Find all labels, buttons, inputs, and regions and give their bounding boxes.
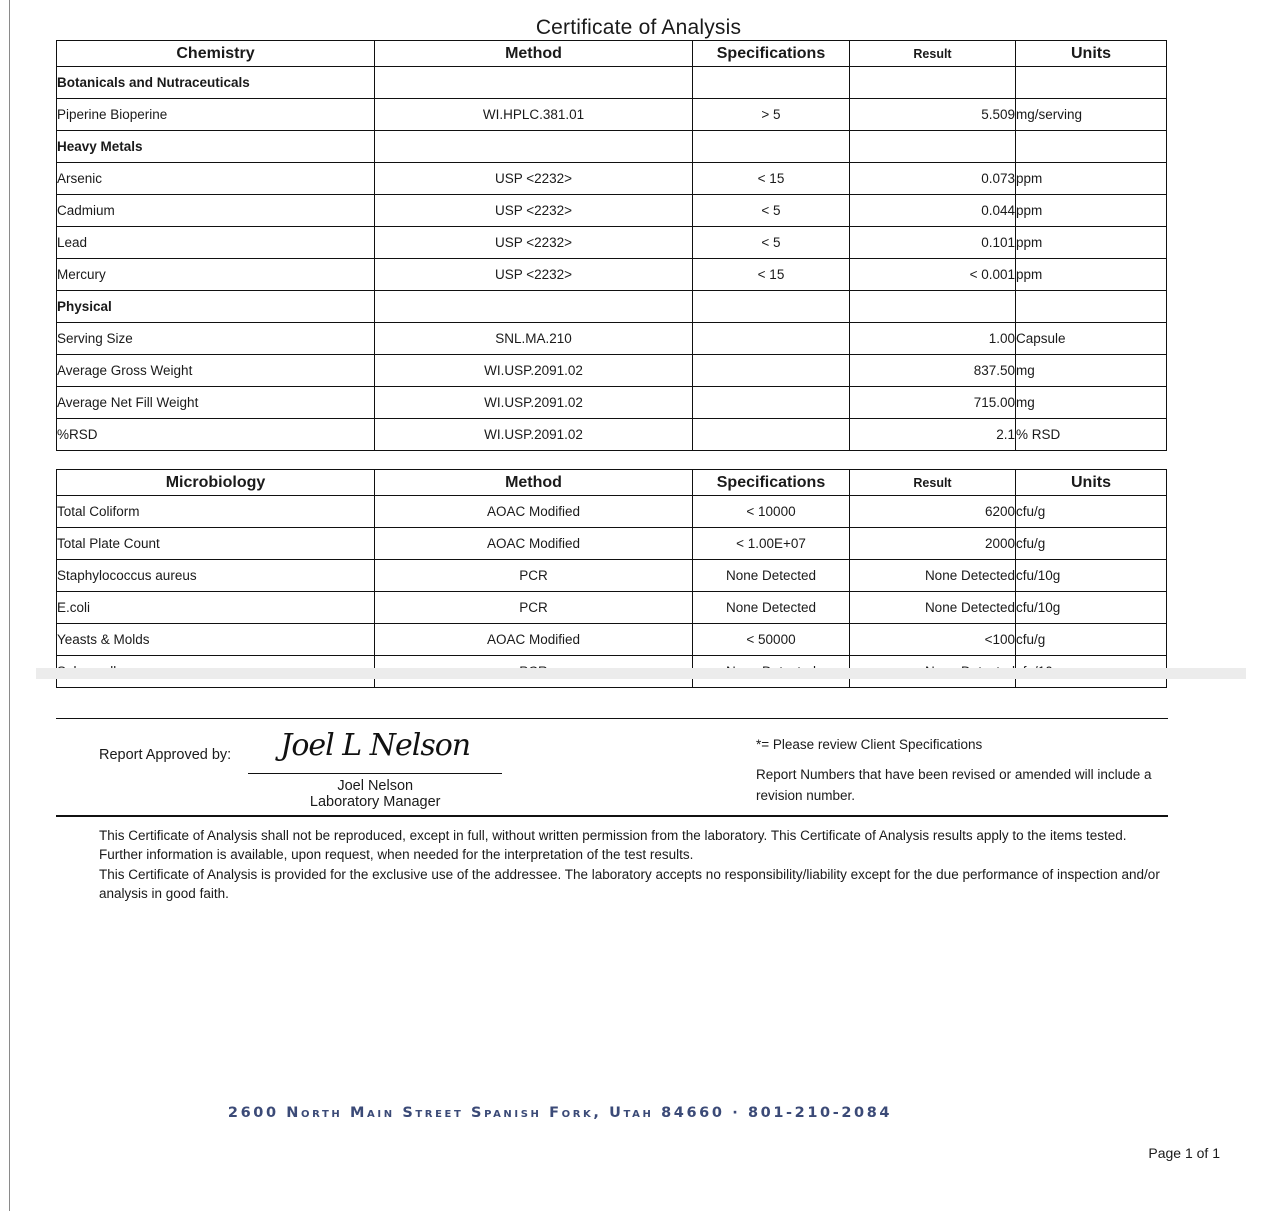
table-row xyxy=(57,259,1167,291)
cell-method: WI.USP.2091.02 xyxy=(375,419,693,451)
cell-spec: < 1.00E+07 xyxy=(693,528,850,560)
approver-name: Joel Nelson xyxy=(337,778,414,794)
cell-result xyxy=(850,67,1016,99)
revision-note: Report Numbers that have been revised or amended will include a revision number. xyxy=(756,766,1152,803)
cell-spec xyxy=(693,67,850,99)
cell-result: 1.00 xyxy=(850,323,1016,355)
column-header-chemistry: Chemistry xyxy=(57,41,375,67)
table-header-row xyxy=(57,470,1167,496)
table-row xyxy=(57,419,1167,451)
cell-analyte: Cadmium xyxy=(57,195,375,227)
cell-result: 0.101 xyxy=(850,227,1016,259)
cell-result: 2.1 xyxy=(850,419,1016,451)
cell-analyte: Total Plate Count xyxy=(57,528,375,560)
cell-units: cfu/g xyxy=(1016,496,1167,528)
cell-method: WI.HPLC.381.01 xyxy=(375,99,693,131)
table-row xyxy=(57,387,1167,419)
table-spacer xyxy=(0,451,1280,469)
cell-spec: < 50000 xyxy=(693,624,850,656)
cell-analyte: Total Coliform xyxy=(57,496,375,528)
cell-method: AOAC Modified xyxy=(375,528,693,560)
cell-spec: None Detected xyxy=(693,560,850,592)
cell-method: USP <2232> xyxy=(375,163,693,195)
cell-units: cfu/g xyxy=(1016,528,1167,560)
table-row xyxy=(57,528,1167,560)
table-row xyxy=(57,624,1167,656)
cell-result: 837.50 xyxy=(850,355,1016,387)
cell-units: cfu/10g xyxy=(1016,560,1167,592)
cell-spec xyxy=(693,291,850,323)
table-row xyxy=(57,163,1167,195)
group-label: Physical xyxy=(57,291,375,323)
table-row xyxy=(57,195,1167,227)
cell-result: None Detected xyxy=(850,592,1016,624)
cell-method: WI.USP.2091.02 xyxy=(375,387,693,419)
cell-result xyxy=(850,291,1016,323)
cell-spec: < 5 xyxy=(693,195,850,227)
cell-method: AOAC Modified xyxy=(375,496,693,528)
table-row xyxy=(57,99,1167,131)
cell-result: 5.509 xyxy=(850,99,1016,131)
table-row xyxy=(57,131,1167,163)
cell-analyte: E.coli xyxy=(57,592,375,624)
disclaimer-paragraph-2: This Certificate of Analysis is provided for the exclusive use of the addressee. The laboratory accepts no responsibility/liability except for the due performance of inspection and/or analysis in good faith. xyxy=(99,867,1160,902)
table-row xyxy=(57,496,1167,528)
cell-analyte: Serving Size xyxy=(57,323,375,355)
cell-spec xyxy=(693,131,850,163)
cell-analyte: Lead xyxy=(57,227,375,259)
approved-by-label: Report Approved by: xyxy=(99,747,232,763)
cell-units: ppm xyxy=(1016,195,1167,227)
cell-analyte: Piperine Bioperine xyxy=(57,99,375,131)
microbiology-results-table xyxy=(56,469,1167,688)
chemistry-results-table xyxy=(56,40,1167,451)
cell-result: <100 xyxy=(850,624,1016,656)
approver-role: Laboratory Manager xyxy=(309,794,441,810)
cell-units xyxy=(1016,131,1167,163)
column-header-method: Method xyxy=(375,41,693,67)
cell-spec: None Detected xyxy=(693,592,850,624)
cell-units xyxy=(1016,67,1167,99)
cell-method: AOAC Modified xyxy=(375,624,693,656)
group-label: Heavy Metals xyxy=(57,131,375,163)
cell-spec: > 5 xyxy=(693,99,850,131)
table-row xyxy=(57,323,1167,355)
cell-result: None Detected xyxy=(850,560,1016,592)
group-label: Botanicals and Nutraceuticals xyxy=(57,67,375,99)
page-title: Certificate of Analysis xyxy=(535,16,742,39)
cell-analyte: Staphylococcus aureus xyxy=(57,560,375,592)
cell-method xyxy=(375,131,693,163)
cell-units: ppm xyxy=(1016,259,1167,291)
cell-analyte: Mercury xyxy=(57,259,375,291)
cell-method: USP <2232> xyxy=(375,195,693,227)
cell-spec xyxy=(693,323,850,355)
column-header-specifications: Specifications xyxy=(693,470,850,496)
cell-result: 0.073 xyxy=(850,163,1016,195)
disclaimer-paragraph-1: This Certificate of Analysis shall not be reproduced, except in full, without written permission from the laboratory. This Certificate of Analysis results apply to the items tested. Further information is available, upon request, when needed for the interpretation of the test results. xyxy=(99,828,1127,863)
page-separator-band xyxy=(36,668,1246,679)
column-header-result: Result xyxy=(850,41,1016,67)
microbiology-table-body xyxy=(57,496,1167,688)
signature-line xyxy=(248,773,502,774)
cell-analyte: Yeasts & Molds xyxy=(57,624,375,656)
cell-units: ppm xyxy=(1016,163,1167,195)
cell-spec: < 5 xyxy=(693,227,850,259)
cell-spec: < 15 xyxy=(693,163,850,195)
cell-result: 0.044 xyxy=(850,195,1016,227)
column-header-method: Method xyxy=(375,470,693,496)
signature-image: Joel L Nelson xyxy=(280,728,471,763)
cell-spec xyxy=(693,419,850,451)
cell-result xyxy=(850,131,1016,163)
approval-bottom-rule xyxy=(56,815,1168,817)
cell-units: mg/serving xyxy=(1016,99,1167,131)
cell-method: PCR xyxy=(375,592,693,624)
cell-result: < 0.001 xyxy=(850,259,1016,291)
cell-spec: < 10000 xyxy=(693,496,850,528)
column-header-result: Result xyxy=(850,470,1016,496)
cell-spec xyxy=(693,355,850,387)
approval-block xyxy=(56,718,1168,817)
disclaimer-block xyxy=(56,817,1168,904)
table-row xyxy=(57,227,1167,259)
footer-address: 2600 North Main Street Spanish Fork, Utah 84660 · 801-210-2084 xyxy=(227,1105,893,1121)
cell-units: Capsule xyxy=(1016,323,1167,355)
table-row xyxy=(57,291,1167,323)
cell-method: USP <2232> xyxy=(375,259,693,291)
cell-result: 6200 xyxy=(850,496,1016,528)
cell-spec xyxy=(693,387,850,419)
cell-method: PCR xyxy=(375,560,693,592)
client-spec-note: *= Please review Client Specifications xyxy=(756,737,983,752)
page-number: Page 1 of 1 xyxy=(1148,1145,1220,1161)
page-left-margin-rule xyxy=(9,0,10,1211)
cell-units: ppm xyxy=(1016,227,1167,259)
cell-analyte: Average Net Fill Weight xyxy=(57,387,375,419)
table-row xyxy=(57,67,1167,99)
cell-method: WI.USP.2091.02 xyxy=(375,355,693,387)
table-row xyxy=(57,355,1167,387)
cell-units: cfu/10g xyxy=(1016,592,1167,624)
chemistry-table-body xyxy=(57,67,1167,451)
cell-result: 715.00 xyxy=(850,387,1016,419)
cell-analyte: Average Gross Weight xyxy=(57,355,375,387)
cell-units: mg xyxy=(1016,355,1167,387)
column-header-specifications: Specifications xyxy=(693,41,850,67)
column-header-units: Units xyxy=(1016,41,1167,67)
cell-units: mg xyxy=(1016,387,1167,419)
cell-analyte: Arsenic xyxy=(57,163,375,195)
table-row xyxy=(57,592,1167,624)
cell-method xyxy=(375,67,693,99)
cell-analyte: %RSD xyxy=(57,419,375,451)
column-header-units: Units xyxy=(1016,470,1167,496)
table-header-row xyxy=(57,41,1167,67)
cell-method: SNL.MA.210 xyxy=(375,323,693,355)
cell-result: 2000 xyxy=(850,528,1016,560)
cell-method xyxy=(375,291,693,323)
cell-units xyxy=(1016,291,1167,323)
cell-units: cfu/g xyxy=(1016,624,1167,656)
column-header-microbiology: Microbiology xyxy=(57,470,375,496)
cell-spec: < 15 xyxy=(693,259,850,291)
table-row xyxy=(57,560,1167,592)
cell-method: USP <2232> xyxy=(375,227,693,259)
cell-units: % RSD xyxy=(1016,419,1167,451)
